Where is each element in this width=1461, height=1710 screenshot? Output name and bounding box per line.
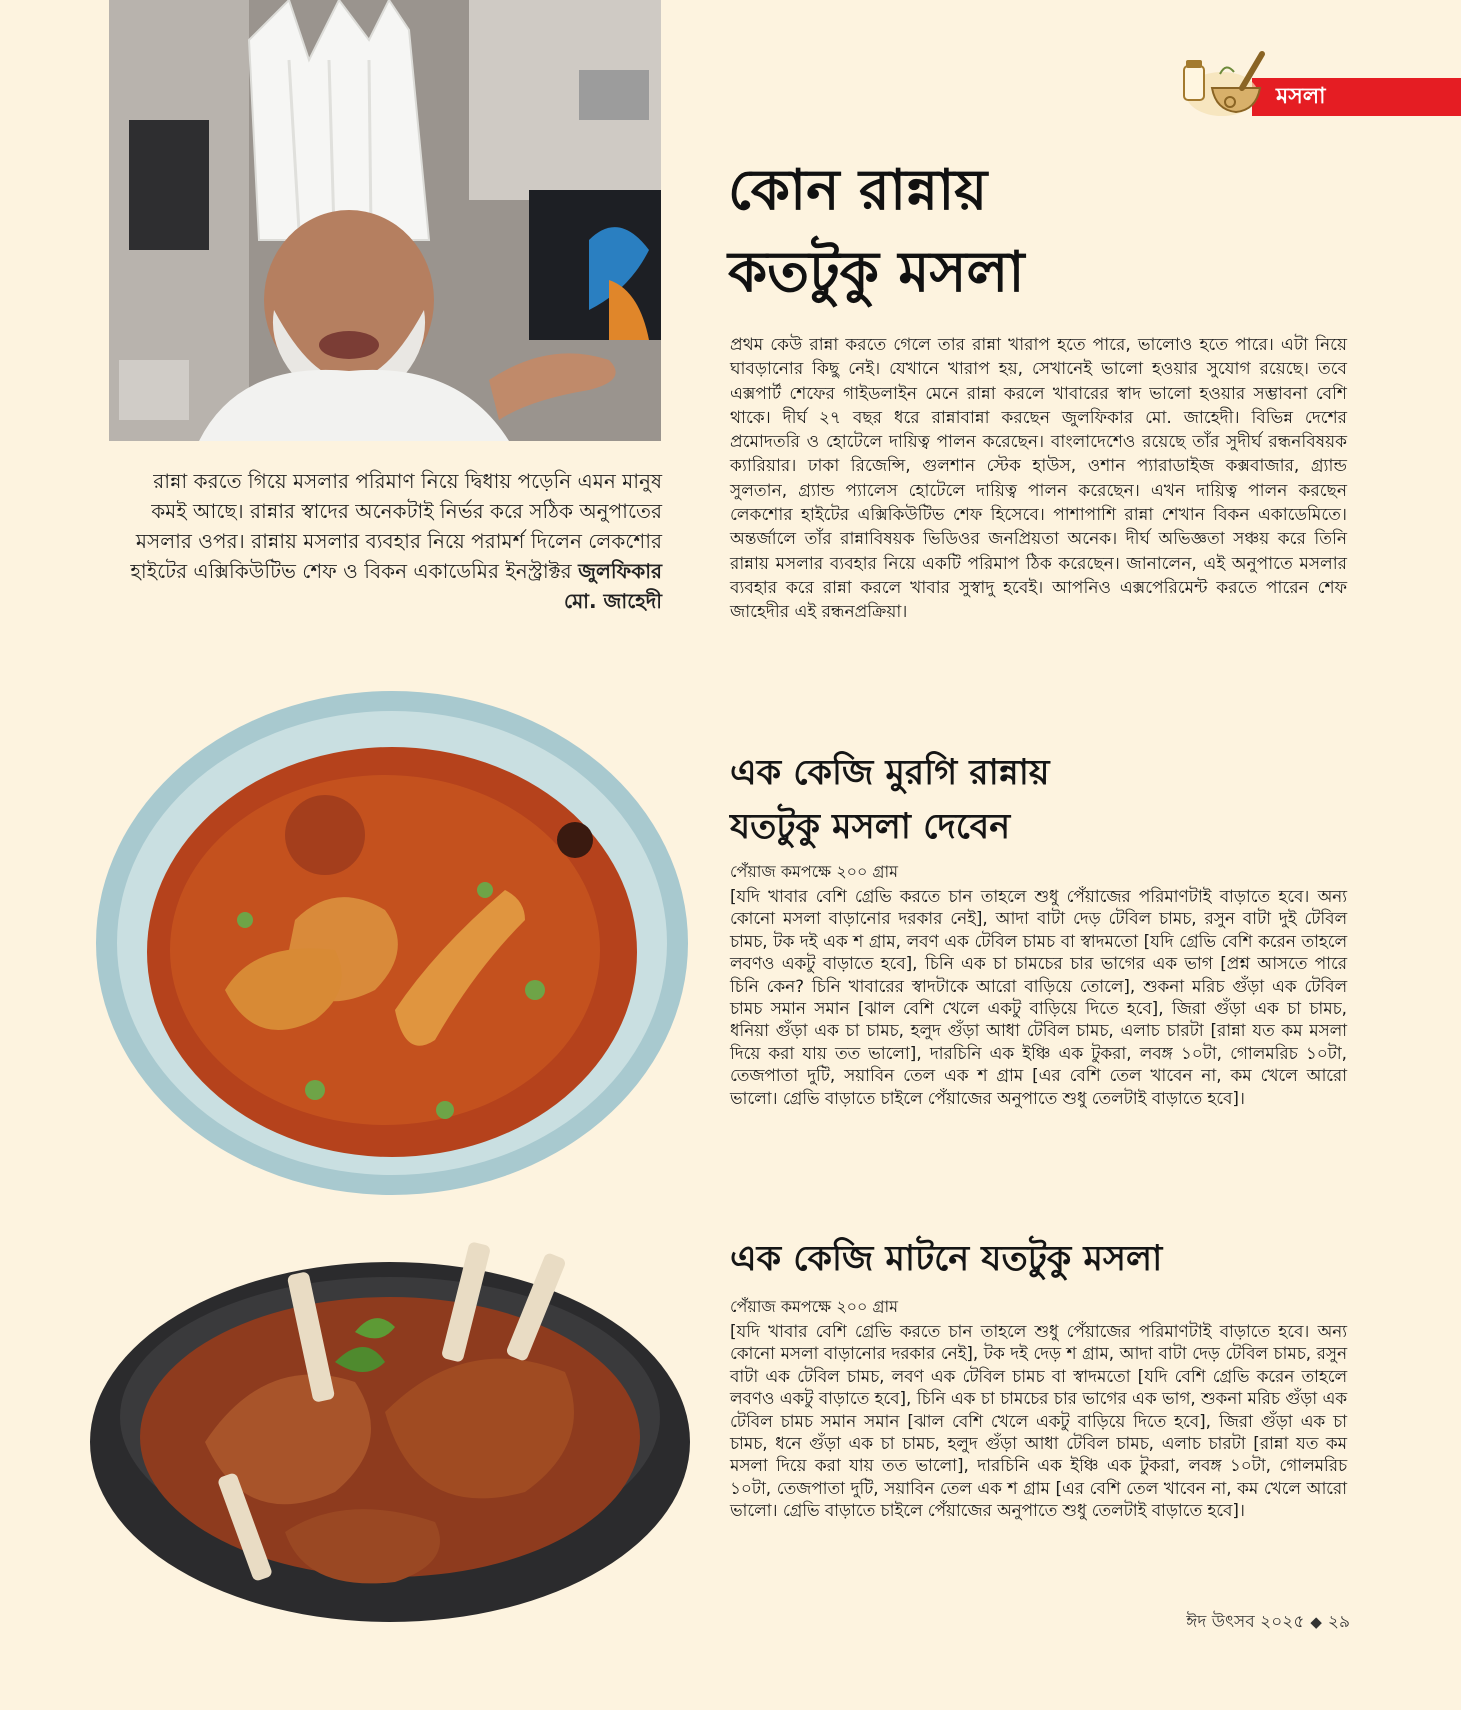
mutton-recipe-first: পেঁয়াজ কমপক্ষে ২০০ গ্রাম (730, 1297, 899, 1316)
article-body: প্রথম কেউ রান্না করতে গেলে তার রান্না খারাপ হতে পারে, ভালোও হতে পারে। এটা নিয়ে ঘাবড়ানোর কিছু নেই। যেখানে খারাপ হয়, সেখানেই ভালো হওয়ার সুযোগ রয়েছে। তবে এক্সপার্ট শেফের গাইডলাইন মেনে রান্না করলে খাবারের স্বাদ ভালো হওয়ার সম্ভাবনা বেশি থাকে। দীর্ঘ ২৭ বছর ধরে রান্নাবান্না করছেন জুলফিকার মো. জাহেদী। বিভিন্ন দেশের প্রমোদতরি ও হোটেলে দায়িত্ব পালন করেছেন। বাংলাদেশেও রয়েছে তাঁর সুদীর্ঘ রন্ধনবিষয়ক ক্যারিয়ার। ঢাকা রিজেন্সি, গুলশান স্টেক হাউস, ওশান প্যারাডাইজ কক্সবাজার, গ্র্যান্ড সুলতান, গ্র্যান্ড প্যালেস হোটেলে দায়িত্ব পালন করেছেন। এখন দায়িত্ব পালন করছেন লেকশোর হাইটের এক্সিকিউটিভ শেফ হিসেবে। পাশাপাশি রান্না শেখান বিকন একাডেমিতে। অন্তর্জালে তাঁর রান্নাবিষয়ক ভিডিওর জনপ্রিয়তা অনেক। দীর্ঘ অভিজ্ঞতা সঞ্চয় করে তিনি রান্নায় মসলার ব্যবহার নিয়ে একটি পরিমাপ ঠিক করেছেন। জানালেন, এই অনুপাতে মসলার ব্যবহার করে রান্না করলে খাবার সুস্বাদু হবেই। আপনিও এক্সপেরিমেন্ট করতে পারেন শেফ জাহেদীর এই রন্ধনপ্রক্রিয়া। (730, 335, 1347, 623)
chicken-curry-illustration (95, 690, 690, 1196)
chicken-heading (730, 746, 1370, 854)
page-number: ২৯ (1327, 1612, 1350, 1632)
chicken-curry-photo (95, 690, 690, 1196)
section-tag-label: মসলা (1276, 84, 1326, 109)
chicken-heading-line-2: যতটুকু মসলা দেবেন (730, 807, 1011, 847)
mutton-curry-photo (85, 1212, 695, 1626)
page-footer (1090, 1610, 1350, 1634)
title-line-1: কোন রান্নায় (728, 158, 988, 223)
chicken-recipe-first: পেঁয়াজ কমপক্ষে ২০০ গ্রাম (730, 862, 899, 881)
section-tag-bar (1252, 78, 1461, 116)
spice-mortar-icon (1172, 44, 1272, 120)
publication-name: ঈদ উৎসব ২০২৫ (1186, 1612, 1305, 1632)
mutton-curry-illustration (85, 1212, 695, 1626)
mutton-heading: এক কেজি মাটনে যতটুকু মসলা (730, 1239, 1163, 1279)
chef-photo (109, 0, 661, 441)
title-line-2: কতটুকু মসলা (728, 240, 1025, 305)
chicken-recipe-text: [যদি খাবার বেশি গ্রেভি করতে চান তাহলে শুধু পেঁয়াজের পরিমাণটাই বাড়াতে হবে। অন্য কোনো মসলা বাড়ানোর দরকার নেই], আদা বাটা দেড় টেবিল চামচ, রসুন বাটা দুই টেবিল চামচ, টক দই এক শ গ্রাম, লবণ এক টেবিল চামচ বা স্বাদমতো [যদি গ্রেভি বেশি করেন তাহলে লবণও একটু বাড়াতে হবে], চিনি এক চা চামচের চার ভাগের এক ভাগ [প্রশ্ন আসতে পারে চিনি কেন? চিনি খাবারের স্বাদটাকে আরো বাড়িয়ে তোলে], শুকনা মরিচ গুঁড়া এক টেবিল চামচ সমান সমান [ঝাল বেশি খেলে একটু বাড়িয়ে দিতে হবে], জিরা গুঁড়া এক চা চামচ, ধনিয়া গুঁড়া এক চা চামচ, হলুদ গুঁড়া আধা টেবিল চামচ, এলাচ চারটা [রান্না যত কম মসলা দিয়ে করা যায় তত ভালো], দারচিনি এক ইঞ্চি এক টুকরা, লবঙ্গ ১০টা, গোলমরিচ ১০টা, তেজপাতা দুটি, সয়াবিন তেল এক শ গ্রাম [এর বেশি তেল খাবেন না, কম খেলে আরো ভালো। গ্রেভি বাড়াতে চাইলে পেঁয়াজের অনুপাতে শুধু তেলটাই বাড়াতে হবে]। (730, 886, 1347, 1108)
intro-body: রান্না করতে গিয়ে মসলার পরিমাণ নিয়ে দ্বিধায় পড়েনি এমন মানুষ কমই আছে। রান্নার স্বাদের অনেকটাই নির্ভর করে সঠিক অনুপাতের মসলার ওপর। রান্নায় মসলার ব্যবহার নিয়ে পরামর্শ দিলেন লেকশোর হাইটের এক্সিকিউটিভ শেফ ও বিকন একাডেমির ইনস্ট্রাক্টর (130, 469, 662, 583)
mutton-recipe-text: [যদি খাবার বেশি গ্রেভি করতে চান তাহলে শুধু পেঁয়াজের পরিমাণটাই বাড়াতে হবে। অন্য কোনো মসলা বাড়ানোর দরকার নেই], টক দই দেড় শ গ্রাম, আদা বাটা দেড় টেবিল চামচ, রসুন বাটা এক টেবিল চামচ, লবণ এক টেবিল চামচ বা স্বাদমতো [যদি বেশি গ্রেভি করেন তাহলে লবণও একটু বাড়াতে হবে], চিনি এক চা চামচের চার ভাগের এক ভাগ, শুকনা মরিচ গুঁড়া এক টেবিল চামচ সমান সমান [ঝাল বেশি খেলে একটু বাড়িয়ে দিতে হবে], জিরা গুঁড়া এক চা চামচ, ধনে গুঁড়া এক চা চামচ, হলুদ গুঁড়া আধা টেবিল চামচ, এলাচ চারটা [রান্না যত কম মসলা দিয়ে করা যায় তত ভালো], দারচিনি এক ইঞ্চি এক টুকরা, লবঙ্গ ১০টা, গোলমরিচ ১০টা, তেজপাতা দুটি, সয়াবিন তেল এক শ গ্রাম [এর বেশি তেল খাবেন না, কম খেলে আরো ভালো। গ্রেভি বাড়াতে চাইলে পেঁয়াজের অনুপাতে শুধু তেলটাই বাড়াতে হবে]। (730, 1321, 1347, 1521)
section-tag (1172, 44, 1461, 116)
chef-name: জুলফিকার মো. জাহেদী (563, 559, 662, 613)
chicken-heading-line-1: এক কেজি মুরগি রান্নায় (730, 753, 1050, 793)
chicken-recipe (730, 861, 1347, 1109)
article-title (728, 150, 1428, 314)
chef-illustration (109, 0, 661, 441)
diamond-separator-icon: ◆ (1310, 1613, 1322, 1631)
mutton-recipe (730, 1296, 1347, 1522)
intro-text (114, 466, 662, 616)
